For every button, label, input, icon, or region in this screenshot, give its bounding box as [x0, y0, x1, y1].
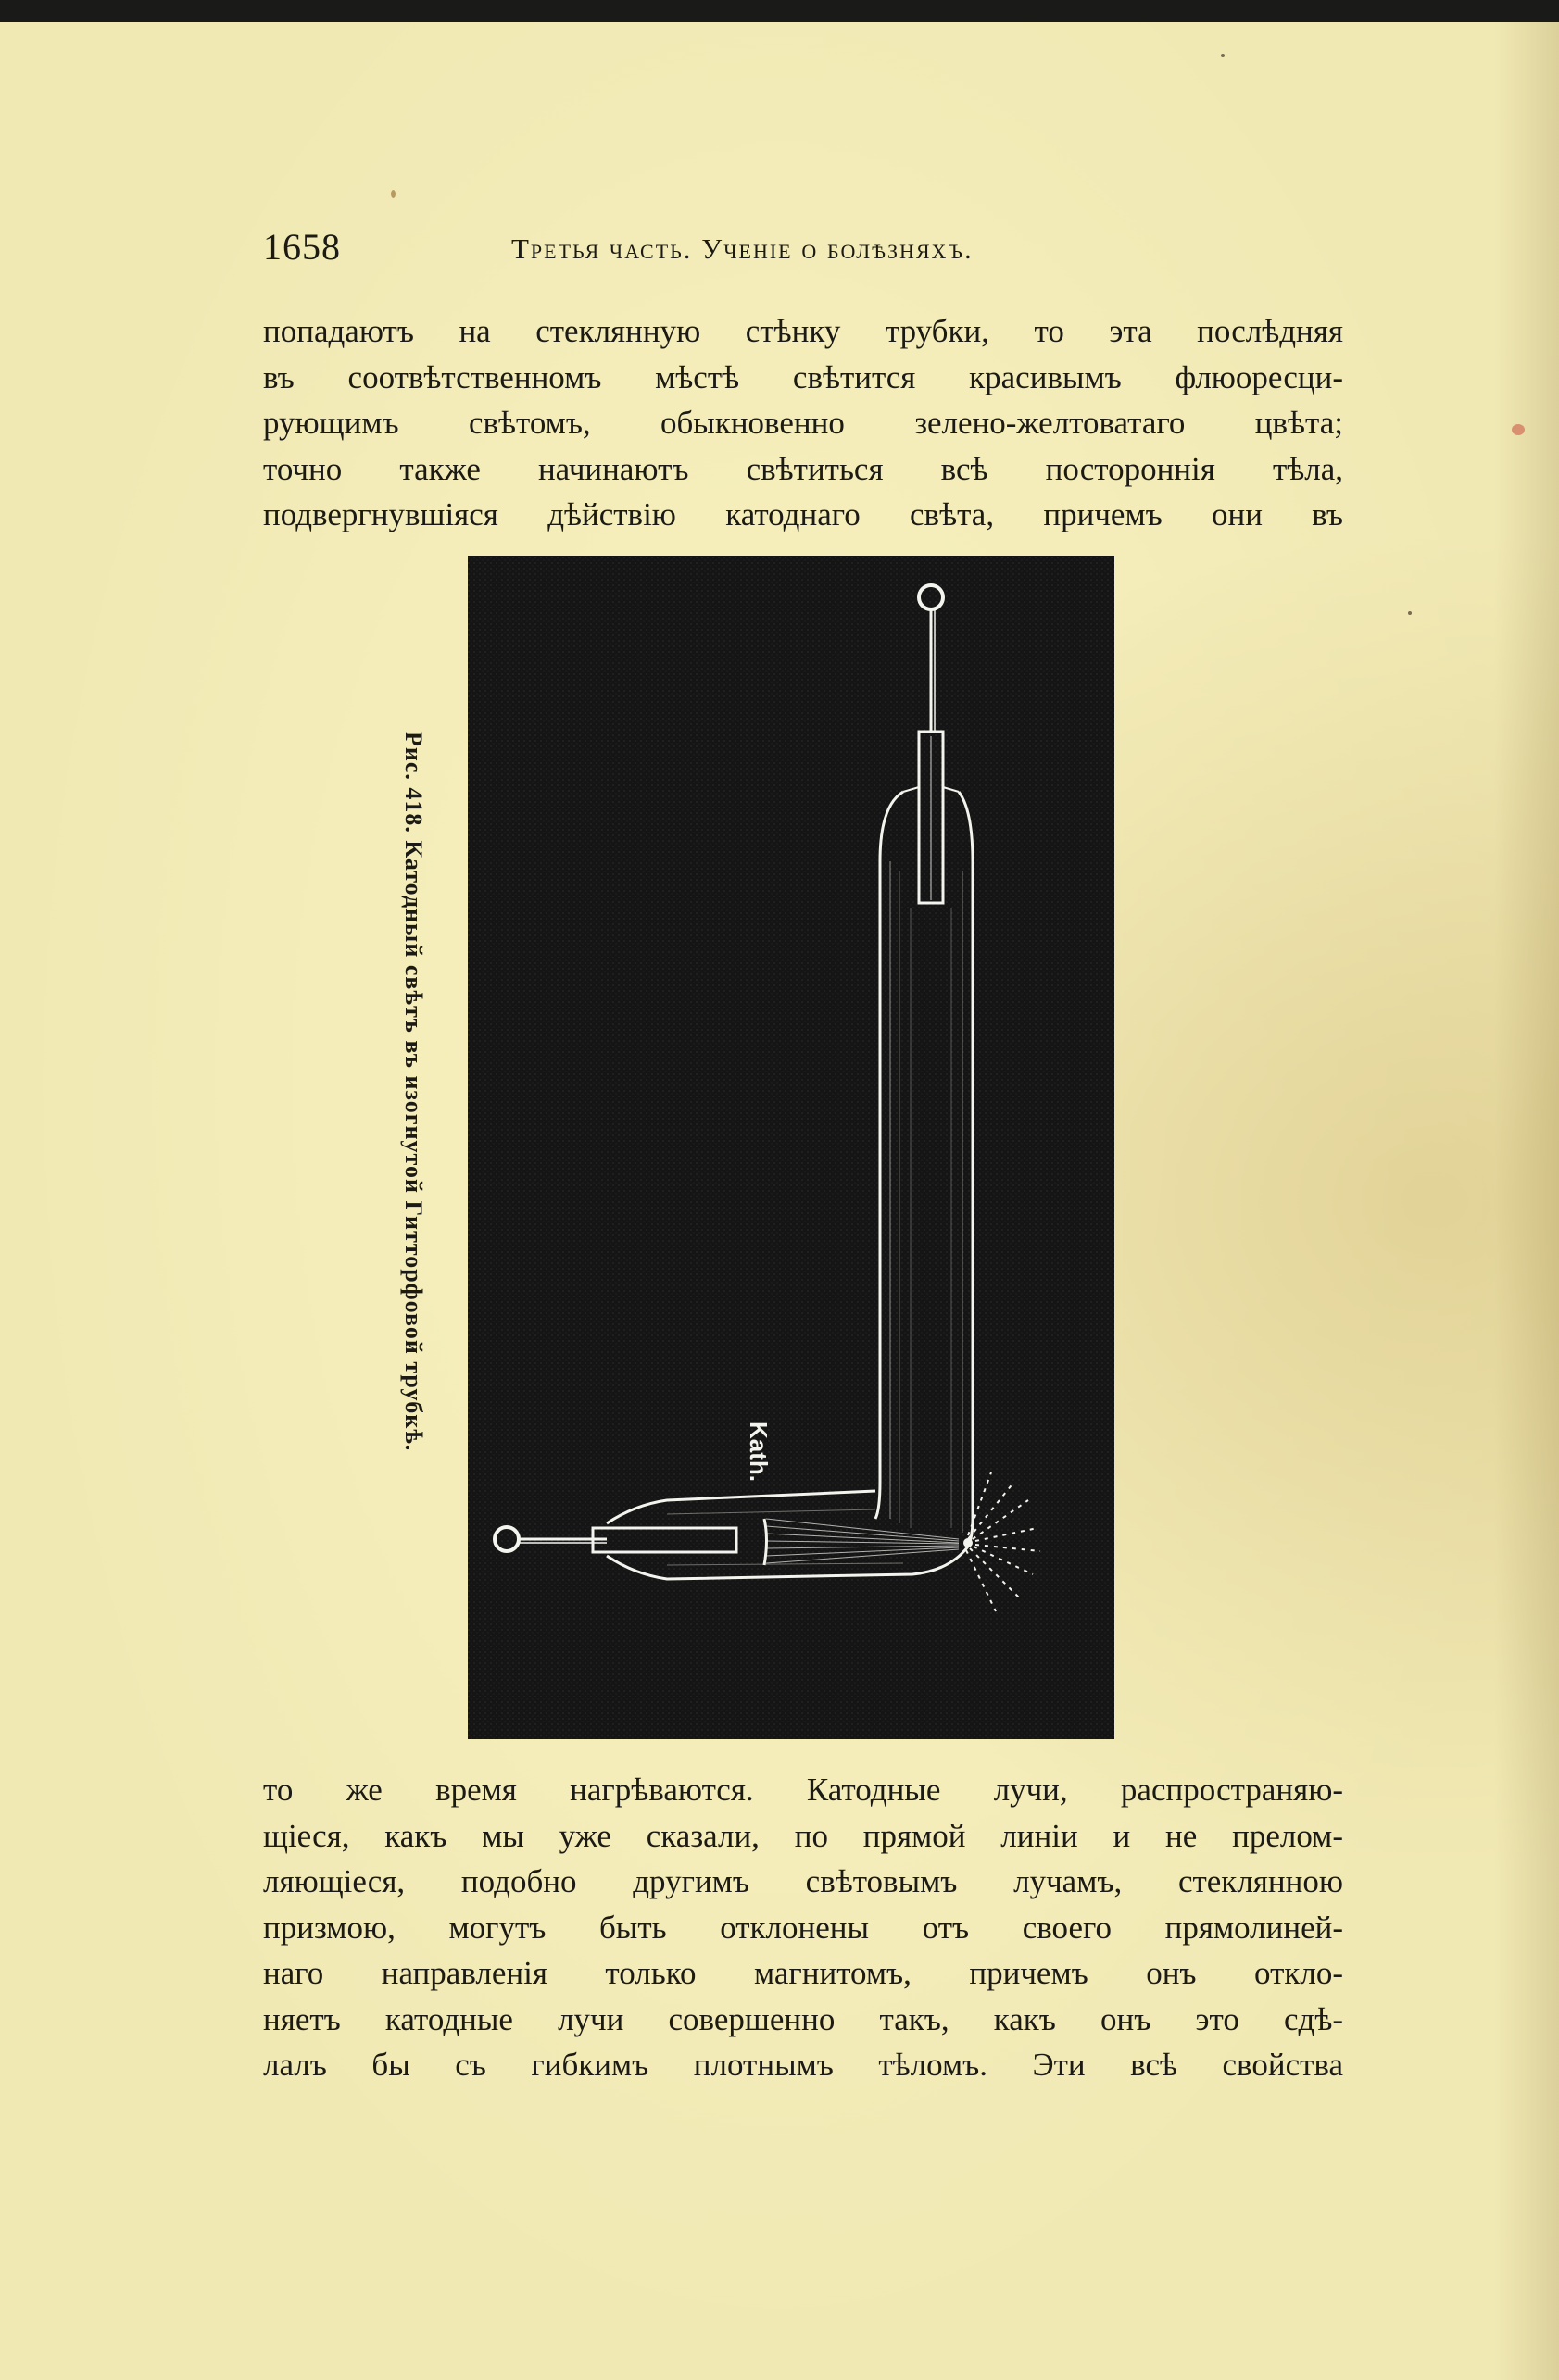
- text-line: въ соотвѣтственномъ мѣстѣ свѣтится красивымъ флюоресци-: [263, 358, 1343, 395]
- kath-label: Kath.: [745, 1422, 773, 1482]
- figure-plate: [468, 556, 1114, 1739]
- paragraph-top: [263, 308, 1343, 538]
- page-number: 1658: [263, 226, 341, 268]
- text-line: то же время нагрѣваются. Катодные лучи, распространяю-: [263, 1772, 1343, 1808]
- paper-spot: [1408, 611, 1412, 615]
- text-line: наго направленія только магнитомъ, причемъ онъ откло-: [263, 1955, 1343, 1991]
- paper-spot: [391, 190, 396, 198]
- figure-caption: [393, 732, 434, 1547]
- paragraph-bottom: [263, 1767, 1343, 2088]
- glow-spot: [963, 1538, 973, 1547]
- text-line: призмою, могутъ быть отклонены отъ своего прямолиней-: [263, 1909, 1343, 1946]
- figure-caption-text: Рис. 418. Катодный свѣтъ въ изогнутой Гитторфовой трубкѣ.: [400, 732, 427, 1452]
- text-line: попадаютъ на стеклянную стѣнку трубки, то эта послѣдняя: [263, 313, 1343, 349]
- cathode-tube-illustration: [468, 556, 1114, 1739]
- running-head: Третья часть. Ученіе о болѣзняхъ.: [511, 232, 974, 265]
- text-line: лалъ бы съ гибкимъ плотнымъ тѣломъ. Эти всѣ свойства: [263, 2047, 1343, 2083]
- paper-spot: [1512, 424, 1525, 435]
- text-line: щіеся, какъ мы уже сказали, по прямой линіи и не прелом-: [263, 1817, 1343, 1854]
- page-header: [263, 222, 1343, 278]
- text-line: ляющіеся, подобно другимъ свѣтовымъ лучамъ, стеклянною: [263, 1863, 1343, 1899]
- text-line: няетъ катодные лучи совершенно такъ, какъ онъ это сдѣ-: [263, 2000, 1343, 2037]
- text-line: точно также начинаютъ свѣтиться всѣ постороннія тѣла,: [263, 450, 1343, 487]
- text-line: подвергнувшіяся дѣйствію катоднаго свѣта, причемъ они въ: [263, 496, 1343, 532]
- text-line: рующимъ свѣтомъ, обыкновенно зелено-желтоватаго цвѣта;: [263, 405, 1343, 441]
- page-edge-shadow: [1494, 22, 1559, 2380]
- paper-spot: [1221, 54, 1225, 57]
